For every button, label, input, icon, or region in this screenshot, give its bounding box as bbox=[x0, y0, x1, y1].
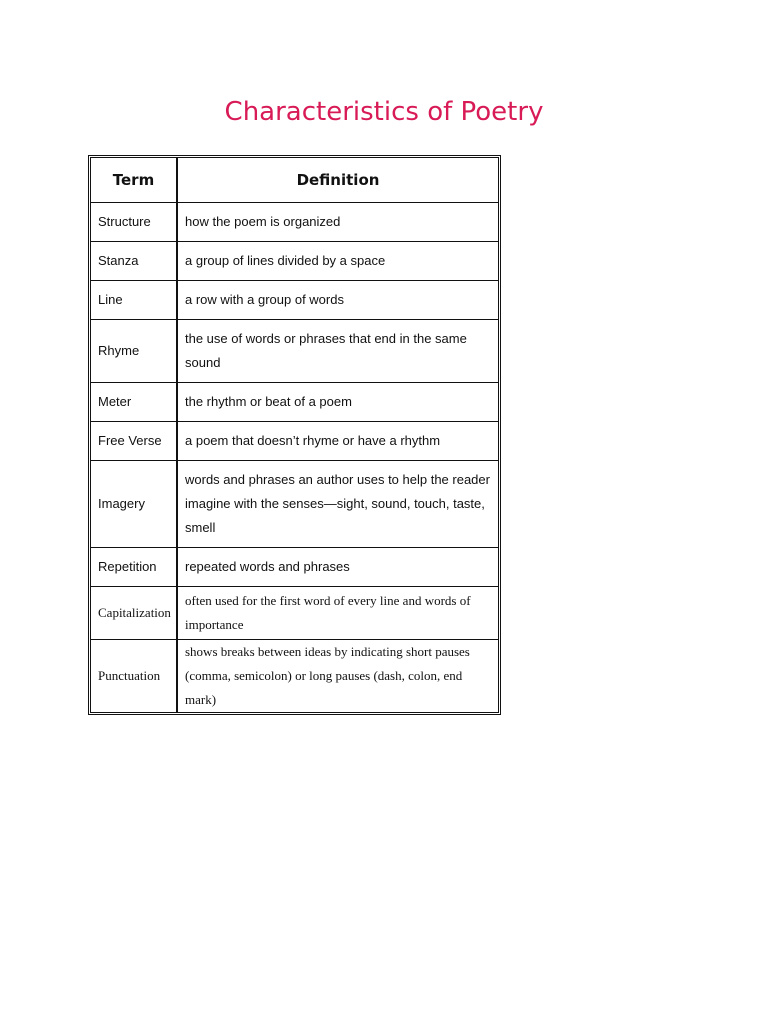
definition-cell: words and phrases an author uses to help the reader imagine with the senses—sight, sound, touch, taste, smell bbox=[178, 461, 498, 548]
table-row bbox=[91, 383, 498, 422]
definition-cell: shows breaks between ideas by indicating short pauses (comma, semicolon) or long pauses (dash, colon, end mark) bbox=[178, 640, 498, 712]
definition-cell: repeated words and phrases bbox=[178, 548, 498, 587]
table-header-row bbox=[91, 158, 498, 203]
term-cell: Structure bbox=[91, 203, 178, 242]
poetry-table-container bbox=[90, 157, 499, 713]
term-cell: Repetition bbox=[91, 548, 178, 587]
definition-cell: a row with a group of words bbox=[178, 281, 498, 320]
table-row bbox=[91, 587, 498, 640]
definition-cell: the use of words or phrases that end in the same sound bbox=[178, 320, 498, 383]
term-cell: Line bbox=[91, 281, 178, 320]
definition-cell: a group of lines divided by a space bbox=[178, 242, 498, 281]
table-row bbox=[91, 242, 498, 281]
column-header-term: Term bbox=[91, 158, 178, 203]
table-row bbox=[91, 461, 498, 548]
table-row bbox=[91, 422, 498, 461]
table-row bbox=[91, 548, 498, 587]
term-cell: Imagery bbox=[91, 461, 178, 548]
definition-cell: a poem that doesn’t rhyme or have a rhythm bbox=[178, 422, 498, 461]
term-cell: Punctuation bbox=[91, 640, 178, 712]
term-cell: Rhyme bbox=[91, 320, 178, 383]
poetry-terms-table bbox=[90, 157, 499, 713]
page-title: Characteristics of Poetry bbox=[224, 97, 544, 127]
term-cell: Free Verse bbox=[91, 422, 178, 461]
table-row bbox=[91, 281, 498, 320]
definition-cell: often used for the first word of every line and words of importance bbox=[178, 587, 498, 640]
table-row bbox=[91, 320, 498, 383]
definition-cell: the rhythm or beat of a poem bbox=[178, 383, 498, 422]
term-cell: Meter bbox=[91, 383, 178, 422]
term-cell: Stanza bbox=[91, 242, 178, 281]
term-cell: Capitalization bbox=[91, 587, 178, 640]
definition-cell: how the poem is organized bbox=[178, 203, 498, 242]
table-row bbox=[91, 203, 498, 242]
column-header-definition: Definition bbox=[178, 158, 498, 203]
table-row bbox=[91, 640, 498, 712]
